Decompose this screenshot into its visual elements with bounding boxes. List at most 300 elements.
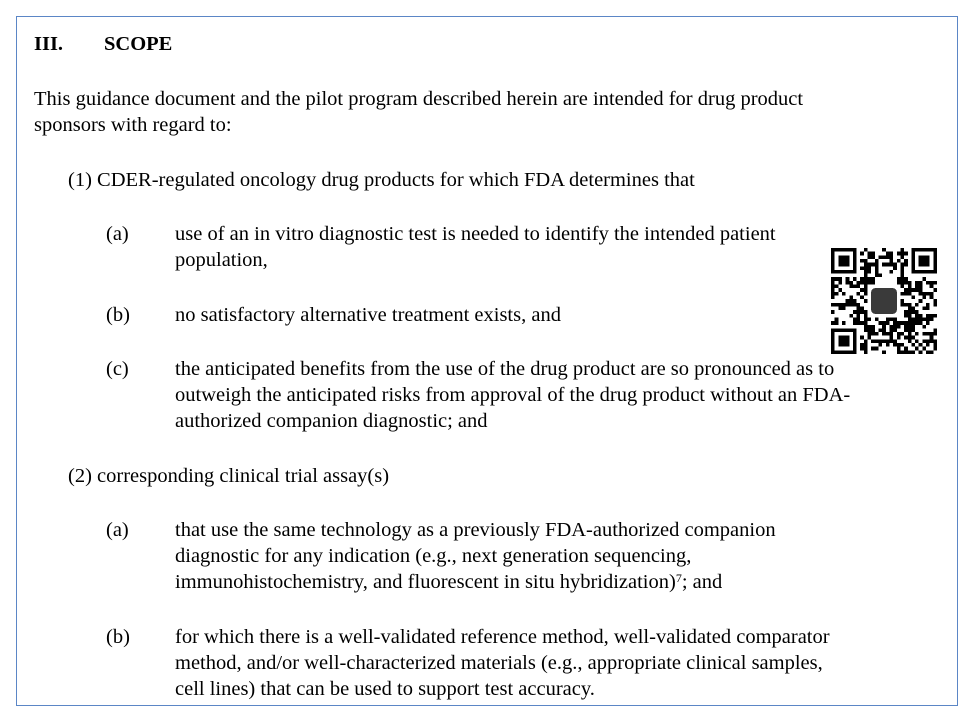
qr-module xyxy=(897,336,901,340)
qr-module xyxy=(911,296,915,300)
qr-module xyxy=(853,310,857,314)
qr-module xyxy=(831,310,835,314)
qr-module xyxy=(904,303,908,307)
item-1c-line-1: the anticipated benefits from the use of the drug product are so pronounced as to xyxy=(175,358,835,380)
qr-module xyxy=(864,288,868,292)
qr-module xyxy=(871,347,875,351)
qr-module xyxy=(849,314,853,318)
qr-module xyxy=(871,277,875,281)
qr-module xyxy=(922,296,926,300)
qr-module xyxy=(879,274,883,278)
qr-module xyxy=(915,285,919,289)
qr-module xyxy=(915,332,919,336)
qr-module xyxy=(882,328,886,332)
qr-module xyxy=(849,299,853,303)
qr-module xyxy=(853,285,857,289)
qr-module xyxy=(889,325,893,329)
qr-module xyxy=(930,339,934,343)
qr-module xyxy=(871,263,875,267)
item-2a-label: (a) xyxy=(106,519,129,541)
qr-module xyxy=(871,252,875,256)
qr-module xyxy=(853,303,857,307)
qr-module xyxy=(904,252,908,256)
qr-module xyxy=(915,281,919,285)
item-1a-line-1: use of an in vitro diagnostic test is needed to identify the intended patient xyxy=(175,223,776,245)
item-2a-line-3-text: immunohistochemistry, and fluorescent in situ hybridization) xyxy=(175,571,676,593)
qr-module xyxy=(860,347,864,351)
qr-module xyxy=(933,332,937,336)
qr-module xyxy=(849,303,853,307)
qr-module xyxy=(875,266,879,270)
qr-module xyxy=(864,325,868,329)
intro-line-2: sponsors with regard to: xyxy=(34,114,232,136)
qr-module xyxy=(857,321,861,325)
qr-module xyxy=(868,317,872,321)
qr-module xyxy=(930,332,934,336)
qr-module xyxy=(857,281,861,285)
qr-module xyxy=(904,263,908,267)
qr-module xyxy=(868,270,872,274)
qr-module xyxy=(849,285,853,289)
qr-module xyxy=(835,292,839,296)
qr-module xyxy=(893,321,897,325)
qr-module xyxy=(911,310,915,314)
qr-module xyxy=(904,277,908,281)
item-1c-line-2: outweigh the anticipated risks from approval of the drug product without an FDA- xyxy=(175,384,851,406)
qr-module xyxy=(889,259,893,263)
footnote-marker[interactable]: 7 xyxy=(675,571,682,585)
qr-module xyxy=(857,314,861,318)
qr-finder-top-left xyxy=(831,248,857,274)
qr-module xyxy=(864,263,868,267)
qr-module xyxy=(860,306,864,310)
qr-module xyxy=(864,350,868,354)
qr-module xyxy=(919,281,923,285)
qr-module xyxy=(919,321,923,325)
qr-module xyxy=(908,314,912,318)
qr-module xyxy=(864,299,868,303)
qr-module xyxy=(857,285,861,289)
qr-module xyxy=(922,347,926,351)
qr-module xyxy=(897,252,901,256)
qr-module xyxy=(911,336,915,340)
qr-module xyxy=(897,350,901,354)
qr-module xyxy=(904,350,908,354)
qr-module xyxy=(846,303,850,307)
qr-module xyxy=(846,277,850,281)
qr-module xyxy=(926,321,930,325)
qr-module xyxy=(897,321,901,325)
qr-module xyxy=(919,292,923,296)
qr-module xyxy=(842,292,846,296)
qr-module xyxy=(831,281,835,285)
qr-module xyxy=(911,321,915,325)
item-1a-label: (a) xyxy=(106,223,129,245)
qr-module xyxy=(868,332,872,336)
qr-module xyxy=(908,306,912,310)
qr-module xyxy=(886,317,890,321)
qr-module xyxy=(853,299,857,303)
qr-module xyxy=(908,328,912,332)
qr-module xyxy=(864,314,868,318)
qr-module xyxy=(930,314,934,318)
qr-module xyxy=(919,314,923,318)
qr-module xyxy=(908,339,912,343)
qr-module xyxy=(868,336,872,340)
qr-module xyxy=(868,281,872,285)
qr-module xyxy=(889,255,893,259)
qr-module xyxy=(838,277,842,281)
qr-module xyxy=(835,285,839,289)
section-title: SCOPE xyxy=(104,33,173,55)
qr-module xyxy=(831,303,835,307)
qr-module xyxy=(930,350,934,354)
qr-module xyxy=(933,328,937,332)
qr-module xyxy=(882,350,886,354)
qr-finder-top-right xyxy=(911,248,937,274)
qr-module xyxy=(860,281,864,285)
qr-module xyxy=(864,347,868,351)
qr-module xyxy=(908,281,912,285)
item-1b-line-1: no satisfactory alternative treatment exists, and xyxy=(175,304,561,326)
qr-module xyxy=(860,343,864,347)
item-1-text: (1) CDER-regulated oncology drug products for which FDA determines that xyxy=(68,169,695,191)
qr-module xyxy=(886,343,890,347)
qr-module xyxy=(930,292,934,296)
qr-module xyxy=(889,317,893,321)
qr-module xyxy=(900,277,904,281)
qr-module xyxy=(911,288,915,292)
section-number: III. xyxy=(34,33,64,55)
qr-module xyxy=(897,325,901,329)
qr-module xyxy=(868,263,872,267)
qr-module xyxy=(857,310,861,314)
qr-module xyxy=(871,328,875,332)
qr-module xyxy=(864,274,868,278)
qr-module xyxy=(842,303,846,307)
qr-module xyxy=(849,296,853,300)
item-1b-label: (b) xyxy=(106,304,130,326)
qr-module xyxy=(900,274,904,278)
qr-module xyxy=(915,303,919,307)
qr-module xyxy=(933,303,937,307)
qr-module xyxy=(900,285,904,289)
qr-module xyxy=(860,252,864,256)
qr-module xyxy=(900,343,904,347)
qr-module xyxy=(911,306,915,310)
qr-module xyxy=(897,343,901,347)
qr-module xyxy=(930,296,934,300)
qr-module xyxy=(871,281,875,285)
qr-module xyxy=(875,347,879,351)
qr-module xyxy=(864,328,868,332)
qr-module xyxy=(831,288,835,292)
qr-module xyxy=(908,310,912,314)
qr-module xyxy=(900,248,904,252)
item-1a-line-2: population, xyxy=(175,249,268,271)
qr-module xyxy=(864,292,868,296)
qr-module xyxy=(900,321,904,325)
qr-module xyxy=(926,317,930,321)
qr-module xyxy=(893,328,897,332)
qr-module xyxy=(904,288,908,292)
qr-module xyxy=(930,336,934,340)
qr-module xyxy=(864,266,868,270)
qr-module xyxy=(911,317,915,321)
qr-module xyxy=(893,317,897,321)
qr-module xyxy=(900,255,904,259)
qr-module xyxy=(926,332,930,336)
item-1c-line-3: authorized companion diagnostic; and xyxy=(175,410,488,432)
qr-module xyxy=(893,343,897,347)
qr-module xyxy=(904,321,908,325)
qr-module xyxy=(879,255,883,259)
qr-module xyxy=(882,332,886,336)
qr-module xyxy=(922,292,926,296)
item-2a-line-3-end: ; and xyxy=(681,571,723,593)
qr-module xyxy=(904,310,908,314)
item-2a-line-1: that use the same technology as a previously FDA-authorized companion xyxy=(175,519,776,541)
qr-module xyxy=(889,339,893,343)
qr-module xyxy=(886,255,890,259)
qr-module xyxy=(908,325,912,329)
qr-module xyxy=(933,281,937,285)
qr-module xyxy=(926,303,930,307)
qr-module xyxy=(864,343,868,347)
qr-module xyxy=(908,332,912,336)
qr-module xyxy=(886,321,890,325)
qr-module xyxy=(835,277,839,281)
qr-module xyxy=(864,317,868,321)
qr-module xyxy=(886,263,890,267)
qr-module xyxy=(835,317,839,321)
qr-module xyxy=(926,314,930,318)
item-1c-label: (c) xyxy=(106,358,129,380)
qr-module xyxy=(875,317,879,321)
qr-module xyxy=(857,317,861,321)
qr-module xyxy=(904,325,908,329)
qr-module xyxy=(919,343,923,347)
qr-module xyxy=(864,310,868,314)
qr-module xyxy=(889,263,893,267)
qr-module xyxy=(897,332,901,336)
qr-module xyxy=(900,292,904,296)
qr-module xyxy=(879,328,883,332)
qr-module xyxy=(904,328,908,332)
qr-module xyxy=(864,248,868,252)
qr-module xyxy=(886,339,890,343)
qr-module xyxy=(871,325,875,329)
item-2b-line-1: for which there is a well-validated reference method, well-validated comparator xyxy=(175,626,830,648)
qr-module xyxy=(882,321,886,325)
qr-module xyxy=(838,288,842,292)
qr-module xyxy=(900,299,904,303)
qr-module xyxy=(868,266,872,270)
qr-module xyxy=(860,266,864,270)
qr-module xyxy=(904,281,908,285)
qr-module xyxy=(864,321,868,325)
qr-module xyxy=(838,281,842,285)
qr-module xyxy=(875,263,879,267)
qr-module xyxy=(933,299,937,303)
qr-module xyxy=(831,285,835,289)
qr-module xyxy=(875,274,879,278)
qr-module xyxy=(900,303,904,307)
qr-module xyxy=(871,332,875,336)
qr-module xyxy=(868,277,872,281)
qr-module xyxy=(860,288,864,292)
qr-module xyxy=(915,339,919,343)
qr-module xyxy=(933,288,937,292)
qr-module xyxy=(860,336,864,340)
qr-module xyxy=(922,325,926,329)
qr-module xyxy=(919,285,923,289)
qr-module xyxy=(864,281,868,285)
qr-module xyxy=(879,321,883,325)
qr-module xyxy=(893,263,897,267)
qr-module xyxy=(875,332,879,336)
qr-module xyxy=(926,339,930,343)
qr-module xyxy=(915,310,919,314)
qr-module xyxy=(900,266,904,270)
qr-module xyxy=(897,277,901,281)
qr-center-logo xyxy=(871,288,897,314)
qr-module xyxy=(871,255,875,259)
qr-module xyxy=(919,299,923,303)
qr-module xyxy=(915,347,919,351)
item-2b-line-3: cell lines) that can be used to support test accuracy. xyxy=(175,678,595,700)
qr-module xyxy=(860,277,864,281)
qr-module xyxy=(926,281,930,285)
qr-module xyxy=(853,277,857,281)
qr-module xyxy=(864,339,868,343)
qr-module xyxy=(911,328,915,332)
qr-module xyxy=(893,339,897,343)
qr-module xyxy=(908,321,912,325)
qr-module xyxy=(849,281,853,285)
qr-module xyxy=(922,306,926,310)
qr-module xyxy=(908,350,912,354)
qr-module xyxy=(915,317,919,321)
qr-module xyxy=(868,325,872,329)
qr-module xyxy=(868,252,872,256)
qr-code-icon xyxy=(831,248,937,354)
qr-module xyxy=(835,321,839,325)
qr-module xyxy=(897,259,901,263)
qr-module xyxy=(926,306,930,310)
qr-module xyxy=(875,259,879,263)
qr-module xyxy=(853,321,857,325)
item-2b-label: (b) xyxy=(106,626,130,648)
qr-module xyxy=(875,339,879,343)
qr-module xyxy=(915,288,919,292)
qr-module xyxy=(882,263,886,267)
qr-finder-bottom-left xyxy=(831,328,857,354)
qr-module xyxy=(926,292,930,296)
qr-module xyxy=(831,277,835,281)
qr-module xyxy=(926,350,930,354)
qr-module xyxy=(919,288,923,292)
qr-module xyxy=(908,285,912,289)
qr-module xyxy=(908,292,912,296)
qr-module xyxy=(889,336,893,340)
qr-module xyxy=(886,332,890,336)
qr-module xyxy=(930,317,934,321)
qr-module xyxy=(864,259,868,263)
qr-module xyxy=(831,292,835,296)
qr-module xyxy=(842,321,846,325)
qr-module xyxy=(922,339,926,343)
qr-module xyxy=(904,347,908,351)
qr-module xyxy=(911,325,915,329)
qr-module xyxy=(911,350,915,354)
qr-module xyxy=(831,321,835,325)
qr-module xyxy=(835,303,839,307)
qr-module xyxy=(893,266,897,270)
qr-module xyxy=(857,292,861,296)
qr-module xyxy=(904,314,908,318)
qr-module xyxy=(875,270,879,274)
qr-module xyxy=(922,277,926,281)
qr-module xyxy=(879,343,883,347)
item-2-text: (2) corresponding clinical trial assay(s) xyxy=(68,465,390,487)
qr-module xyxy=(897,347,901,351)
qr-module xyxy=(900,270,904,274)
qr-module xyxy=(882,339,886,343)
qr-module xyxy=(933,339,937,343)
qr-module xyxy=(864,270,868,274)
qr-module xyxy=(889,270,893,274)
qr-module xyxy=(879,339,883,343)
qr-module xyxy=(930,285,934,289)
qr-module xyxy=(889,328,893,332)
qr-module xyxy=(900,263,904,267)
item-2a-line-3 xyxy=(175,569,722,595)
qr-module xyxy=(831,296,835,300)
qr-module xyxy=(919,317,923,321)
intro-line-1: This guidance document and the pilot program described herein are intended for drug product xyxy=(34,88,804,110)
qr-module xyxy=(908,288,912,292)
qr-module xyxy=(882,255,886,259)
qr-module xyxy=(860,310,864,314)
qr-module xyxy=(846,281,850,285)
qr-module xyxy=(908,303,912,307)
qr-module xyxy=(900,332,904,336)
qr-module xyxy=(904,336,908,340)
qr-module xyxy=(882,325,886,329)
qr-module xyxy=(933,343,937,347)
qr-module xyxy=(933,314,937,318)
qr-module xyxy=(933,347,937,351)
qr-module xyxy=(911,343,915,347)
qr-module xyxy=(926,343,930,347)
qr-module xyxy=(857,303,861,307)
item-2a-line-2: diagnostic for any indication (e.g., next generation sequencing, xyxy=(175,545,692,567)
qr-module xyxy=(838,306,842,310)
qr-module xyxy=(864,277,868,281)
qr-module xyxy=(857,306,861,310)
qr-module xyxy=(919,350,923,354)
qr-module xyxy=(922,332,926,336)
qr-module xyxy=(904,292,908,296)
qr-module xyxy=(868,328,872,332)
qr-module xyxy=(889,332,893,336)
qr-module xyxy=(853,317,857,321)
qr-module xyxy=(860,321,864,325)
qr-module xyxy=(897,281,901,285)
qr-module xyxy=(915,314,919,318)
qr-module xyxy=(922,317,926,321)
